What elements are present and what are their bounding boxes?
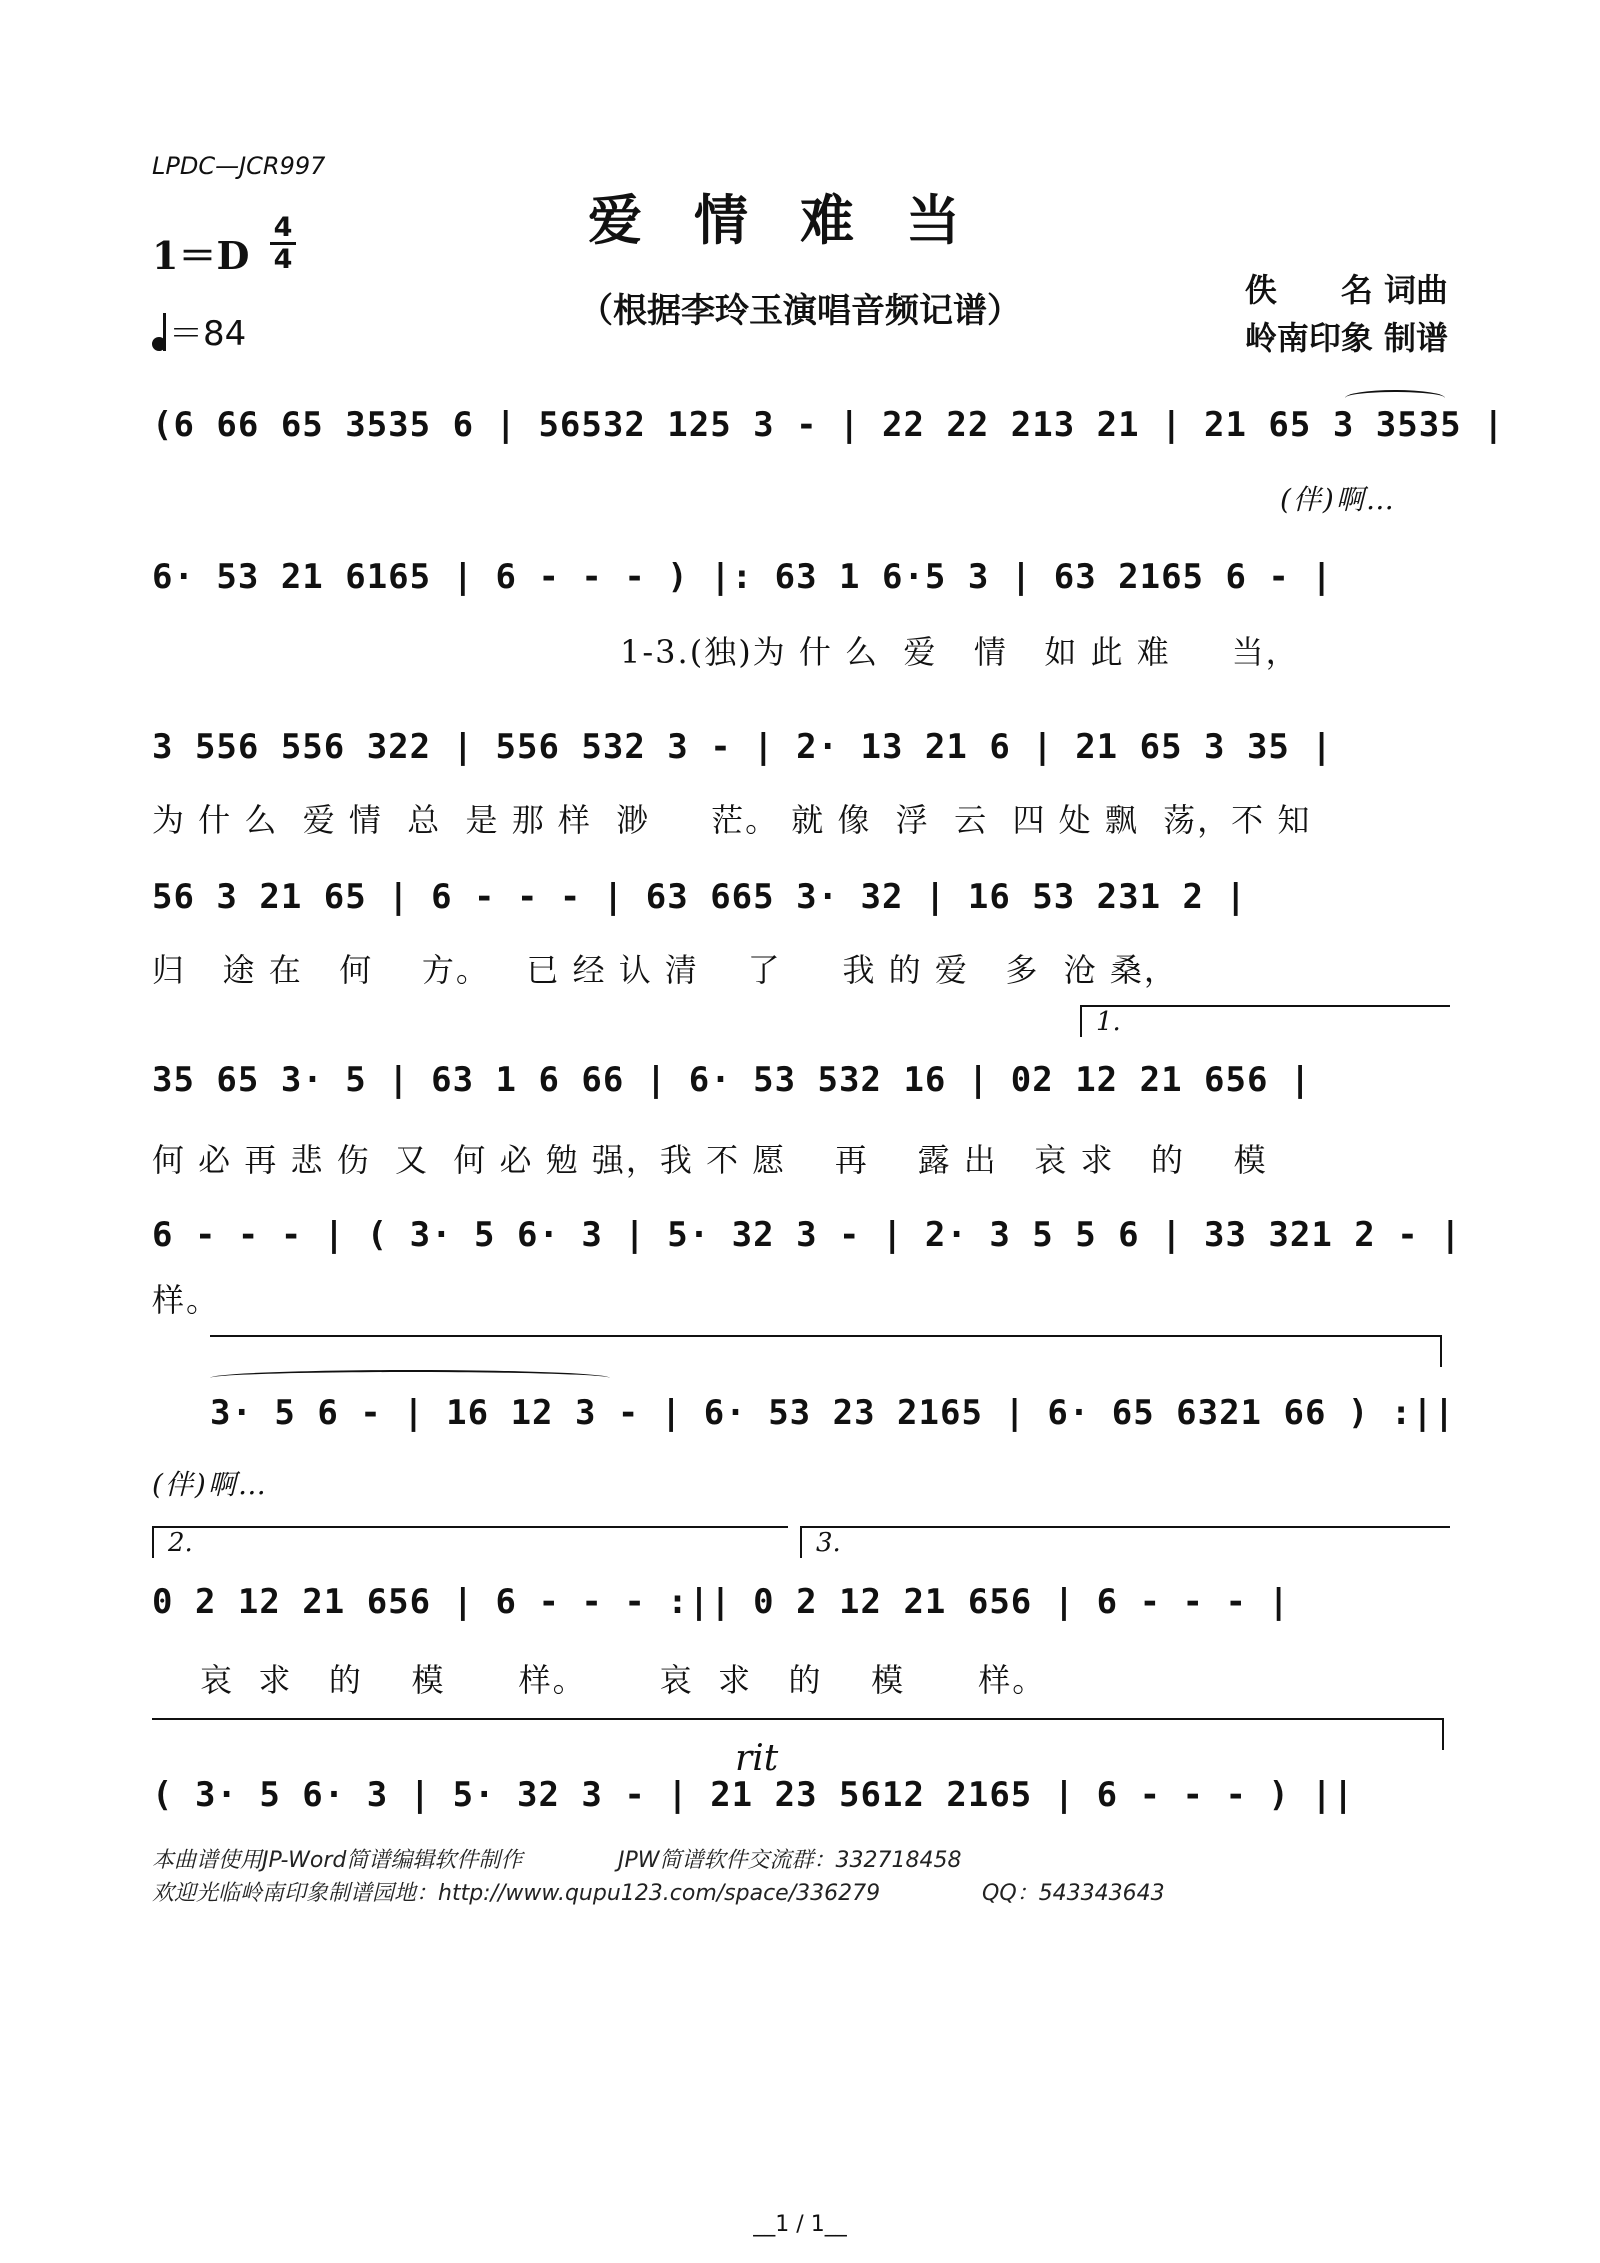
credit-score: 岭南印象 制谱 <box>1244 319 1448 357</box>
repeat-bracket <box>210 1335 1442 1367</box>
music-line-8: 0 2 12 21 656 | 6 - - - :|| 0 2 12 21 656 | 6 - - - | <box>152 1582 1290 1622</box>
volta-1-label: 1. <box>1096 1007 1121 1037</box>
lyric-line-6: 样。 <box>152 1281 221 1319</box>
song-subtitle: （根据李玲玉演唱音频记谱） <box>579 291 1021 331</box>
volta-3 <box>800 1526 1450 1558</box>
footer-website: 欢迎光临岭南印象制谱园地：http://www.qupu123.com/space/336279 <box>152 1881 881 1906</box>
music-line-9: ( 3· 5 6· 3 | 5· 32 3 - | 21 23 5612 2165 | 6 - - - ) || <box>152 1775 1355 1815</box>
lyric-line-8: 哀 求 的 模 样。 哀 求 的 模 样。 <box>200 1661 1047 1699</box>
lyric-line-5: 何 必 再 悲 伤 又 何 必 勉 强，我 不 愿 再 露 出 哀 求 的 模 <box>152 1141 1268 1179</box>
repeat-bracket <box>152 1718 1444 1750</box>
volta-3-label: 3. <box>816 1528 841 1558</box>
rit-marking: rit <box>735 1738 779 1779</box>
score-code: LPDC—JCR997 <box>152 152 326 180</box>
tempo-value: ＝84 <box>169 314 247 354</box>
credit-lyrics: 佚 名 词曲 <box>1244 271 1448 309</box>
page-number-text: 1 / 1 <box>775 2212 825 2237</box>
music-line-3: 3 556 556 322 | 556 532 3 - | 2· 13 21 6 | 21 65 3 35 | <box>152 727 1333 767</box>
footer-software: 本曲谱使用JP-Word简谱编辑软件制作 <box>152 1848 523 1873</box>
lyric-line-7: (伴)啊… <box>152 1468 268 1501</box>
lyric-line-1: (伴)啊… <box>1280 483 1396 516</box>
music-line-2: 6· 53 21 6165 | 6 - - - ) |: 63 1 6·5 3 | 63 2165 6 - | <box>152 557 1333 597</box>
time-top: 4 <box>273 212 293 243</box>
music-line-6: 6 - - - | ( 3· 5 6· 3 | 5· 32 3 - | 2· 3 5 5 6 | 33 321 2 - | <box>152 1215 1462 1255</box>
song-title: 爱情难当 <box>588 188 1012 252</box>
time-signature <box>268 214 298 273</box>
volta-2 <box>152 1526 788 1558</box>
volta-2-label: 2. <box>168 1528 193 1558</box>
music-line-4: 56 3 21 65 | 6 - - - | 63 665 3· 32 | 16 53 231 2 | <box>152 877 1247 917</box>
lyric-line-4: 归 途 在 何 方。 已 经 认 清 了 我 的 爱 多 沧 桑， <box>152 951 1178 989</box>
music-line-5: 35 65 3· 5 | 63 1 6 66 | 6· 53 532 16 | 02 12 21 656 | <box>152 1060 1312 1100</box>
tempo-marking <box>152 306 246 355</box>
key-signature: 1＝D <box>152 233 250 278</box>
footer-group: JPW简谱软件交流群：332718458 <box>618 1848 962 1873</box>
music-line-1: (6 66 65 3535 6 | 56532 125 3 - | 22 22 213 21 | 21 65 3 3535 | <box>152 405 1505 445</box>
slur <box>1345 390 1445 406</box>
music-line-7: 3· 5 6 - | 16 12 3 - | 6· 53 23 2165 | 6· 65 6321 66 ) :|| <box>210 1393 1456 1433</box>
lyric-line-2: 1-3.(独)为 什 么 爱 情 如 此 难 当， <box>620 633 1300 671</box>
footer-qq: QQ：543343643 <box>982 1881 1165 1906</box>
volta-1 <box>1080 1005 1450 1037</box>
slur <box>210 1370 610 1386</box>
time-bottom: 4 <box>273 244 293 275</box>
lyric-line-3: 为 什 么 爱 情 总 是 那 样 渺 茫。 就 像 浮 云 四 处 飘 荡，不 知 <box>152 801 1312 839</box>
page-number: __1 / 1__ <box>753 2212 847 2237</box>
